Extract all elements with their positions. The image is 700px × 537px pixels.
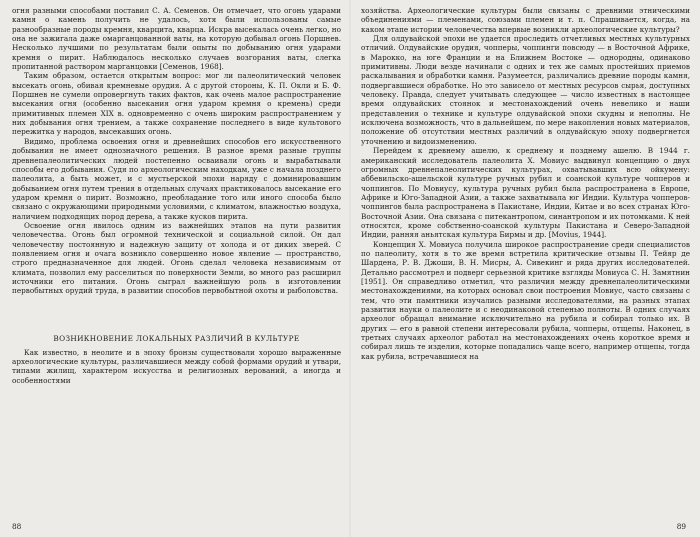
left-paragraph-1: огня разными способами поставил С. А. Семенов. Он отмечает, что огонь ударами камня о камень получить не удалось, хотя были использованы самые разнообразные породы кремня, кварцита, кварца. Искра высекалась очень легко, но она не зажигала даже омарганцованной ваты, на которую добывал огонь Поршнев. Несколько лучшими по результатам были опыты по добыванию огня ударами кремня о пирит. Наблюдалось несколько случаев возгорания ваты, слегка пропитанной раствором марганцовки [Семенов, 1968]. xyxy=(12,6,341,72)
right-paragraph-2: Для олдувайской эпохи не удается проследить отчетливых местных культурных отличий. Олдувайские орудия, чопперы, чоппинги повсюду — в Восточной Африке, в Марокко, на юге Франции и на Ближнем Востоке — однородны, одинаково примитивны. Люди везде начинали с одних и тех же самых простейших приемов раскалывания и обработки камня. Разумеется, различались древние породы камня, подвергавшиеся обработке. Но это зависело от местных ресурсов сырья, доступных человеку. Правда, следует учитывать следующее — число известных в настоящее время олдувайских стоянок и местонахождений очень невелико и наши представления о технике и культуре олдувайской эпохи скудны и неполны. Не исключена возможность, что в дальнейшем, по мере накопления новых материалов, положение об отсутствии местных различий в олдувайскую эпоху подвергнется уточнению и видоизменению. xyxy=(361,34,690,146)
left-paragraph-4: Освоение огня явилось одним из важнейших этапов на пути развития человечества. Огонь был огромной технической и социальной силой. Он дал человечеству постоянную и надежную защиту от холода и от диких зверей. С появлением огня и очага возникло совершенно новое явление — пространство, строго предназначенное для людей. Огонь сделал человека независимым от климата, позволил ему расселиться по поверхности Земли, во много раз расширил источники его питания. Огонь сыграл важнейшую роль в изготовлении первобытных орудий труда, в развитии способов первобытной охоты и рыболовства. xyxy=(12,220,341,296)
section-spacer xyxy=(12,296,341,334)
left-paragraph-3: Видимо, проблема освоения огня и древнейших способов его искусственного добывания не имеет однозначного решения. В разное время разные группы древнепалеолитических людей постепенно осваивали огонь и вырабатывали способы его добывания. Судя по археологическим находкам, уже с начала позднего палеолита, а быть может, и с мустьерской эпохи наряду с доминировавшим добыванием огня путем трения в отдельных случаях практиковалось высекание его ударом кремня о пирит. Возможно, преобладание того или иного способа было связано с окружающими природными условиями, с климатом, влажностью воздуха, наличием подходящих пород дерева, а также кусков пирита. xyxy=(12,136,341,221)
right-paragraph-4: Концепция Х. Мовиуса получила широкое распространение среди специалистов по палеолиту, хотя в то же время встретила критические отзывы П. Тейяр де Шардена, Р. В. Джоши, В. Н. Мисры, А. Сивекинг и ряда других исследователей. Детально рассмотрел и подверг серьезной критике взгляды Мовиуса С. Н. Замятнин [1951]. Он справедливо отметил, что различия между древнепалеолитическими местонахождениями, на которых основал свои построения Мовиус, часто связаны с тем, что эти памятники изучались разными исследователями, на разных этапах развития науки о палеолите и с неодинаковой степенью полноты. В одних случаях археолог обращал внимание исключительно на рубила и собирал только их. В других — его в равной степени интересовали рубила, чопперы, отщепы. Наконец, в третьих случаях археолог работал на местонахождениях очень короткое время и собирал лишь те изделия, которые попадались чаще всего, например отщепы, тогда как рубила, встречавшиеся на xyxy=(361,239,690,361)
right-paragraph-3: Перейдем к древнему ашелю, к среднему и позднему ашелю. В 1944 г. американский исследователь палеолита Х. Мовиус выдвинул концепцию о двух огромных древнепалеолитических культурах, охватывавших всю ойкумену: аббевильско-ашельской культуре ручных рубил и соанской культуре чопперов и чоппингов. По Мовиусу, культура ручных рубил была распространена в Европе, Африке и Юго-Западной Азии, а также захватывала юг Индии. Культура чопперов-чоппингов была распространена в Пакистане, Индии, Китае и во всех странах Юго-Восточной Азии. Она связана с питекантропом, синантропом и их потомками. К ней относятся, кроме собственно-соанской культуры Пакистана и Северо-Западной Индии, ранняя аньятская культура Бирмы и др. [Movius, 1944]. xyxy=(361,146,690,240)
left-paragraph-2: Таким образом, остается открытым вопрос: мог ли палеолитический человек высекать огонь, обивая кремневые орудия. А с другой стороны, К. П. Окли и Б. Ф. Поршнев не сумели опровергнуть таких фактов, как очень малое распространение высекания огня (особенно высекания огня ударом кремня о кремень) среди примитивных племен XIX в. одновременно с очень широким распространением у них добывания огня трением, а также сохранение последнего в виде культового пережитка у народов, высекавших огонь. xyxy=(12,71,341,137)
page-number-right: 89 xyxy=(676,522,686,531)
section-heading: ВОЗНИКНОВЕНИЕ ЛОКАЛЬНЫХ РАЗЛИЧИЙ В КУЛЬТУРЕ xyxy=(53,333,300,343)
left-paragraph-5: Как известно, в неолите и в эпоху бронзы существовали хорошо выраженные археологические культуры, различавшиеся между собой формами орудий и утвари, типами жилищ, характером искусства и религиозных верований, а иногда и особенностями xyxy=(12,347,341,385)
right-paragraph-1: хозяйства. Археологические культуры были связаны с древними этническими объединениями — племенами, союзами племен и т. п. Спрашивается, когда, на каком этапе истории человечества впервые возникли археологические культуры? xyxy=(361,6,690,34)
page-number-left: 88 xyxy=(12,522,22,531)
right-page xyxy=(350,0,700,537)
